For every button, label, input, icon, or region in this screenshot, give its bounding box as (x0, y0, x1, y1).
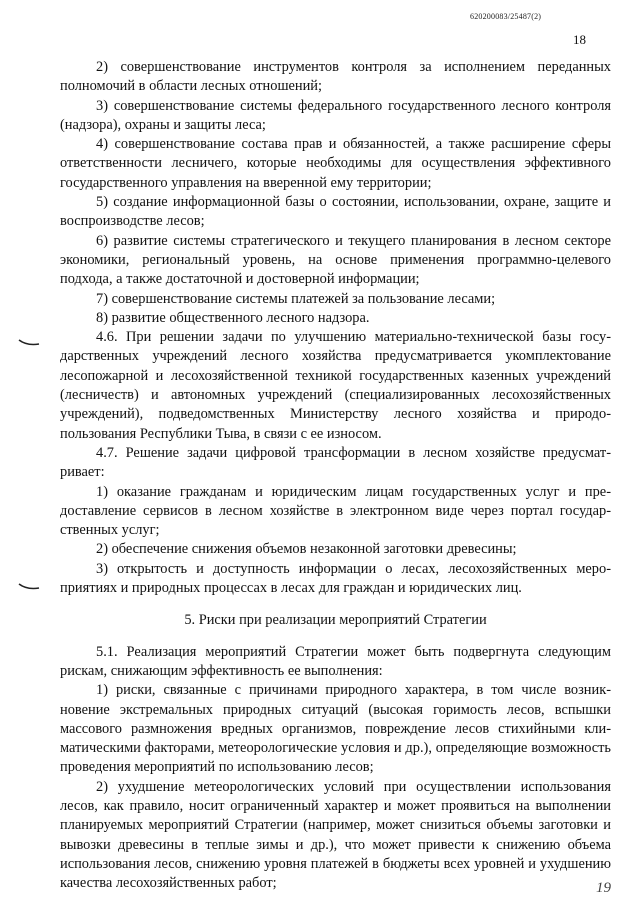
document-body (60, 58, 611, 893)
paragraph: 1) риски, связанные с причинами природного характера, в том числе возникновение экстремальных природных ситуаций (высокая горимость лесов, вспышки массового размножения вредных организмов, повреждение лесов стихийными климатическими факторами, метеорологические условия и др.), определяющие возможность проведения мероприятий по использованию лесов; (60, 682, 611, 776)
paragraph: 8) развитие общественного лесного надзора. (96, 309, 370, 326)
margin-mark-2 (18, 583, 40, 591)
page-number: 18 (573, 32, 586, 47)
paragraph: 2) ухудшение метеорологических условий при осуществлении использования лесов, как правило, носит ограниченный характер и может проявиться на выполнении планируемых мероприятий Стратегии (например, может снизиться объемы заготовки и вывозки древесины в теплые зимы и др.), что может привести к снижению объема использования лесов, снижению уровня платежей в бюджеты всех уровней и ухудшению качества лесохозяйственных работ; (60, 778, 611, 892)
paragraph: 2) обеспечение снижения объемов незаконной заготовки древесины; (96, 541, 517, 558)
section-heading: 5. Риски при реализации мероприятий Стратегии (184, 612, 487, 629)
corner-handwritten-mark: 19 (596, 880, 611, 896)
paragraph: 3) открытость и доступность информации о лесах, лесохозяйственных мероприятиях и природных процессах в лесах для граждан и юридических лиц. (60, 560, 611, 597)
margin-mark-1 (18, 339, 40, 347)
paragraph: 4.6. При решении задачи по улучшению материально-технической базы государственных учреждений лесного хозяйства предусматривается укомплектование лесопожарной и лесохозяйственной техникой государственных казенных учреждений (лесничеств) и автономных учреждений (специализированных лесохозяйственных учреждений), подведомственных Министерству лесного хозяйства и природопользования Республики Тыва, в связи с ее износом. (60, 329, 611, 442)
paragraph: 5) создание информационной базы о состоянии, использовании, охране, защите и воспроизводстве лесов; (60, 194, 611, 230)
paragraph: 1) оказание гражданам и юридическим лицам государственных услуг и предоставление сервисов в лесном хозяйстве в электронном виде через портал государственных услуг; (60, 483, 611, 539)
paragraph: 2) совершенствование инструментов контроля за исполнением переданных полномочий в области лесных отношений; (60, 59, 611, 95)
paragraph: 3) совершенствование системы федерального государственного лесного контроля (надзора), охраны и защиты леса; (60, 97, 611, 133)
document-code: 620200083/25487(2) (470, 12, 542, 21)
paragraph: 4) совершенствование состава прав и обязанностей, а также расширение сферы ответственности лесничего, которые необходимы для осуществления эффективного государственного управления на вверенной ему территории; (60, 136, 611, 191)
paragraph: 5.1. Реализация мероприятий Стратегии может быть подвергнута следующим рискам, снижающим эффективность ее выполнения: (60, 643, 611, 679)
paragraph: 7) совершенствование системы платежей за пользование лесами; (96, 290, 496, 307)
paragraph: 6) развитие системы стратегического и текущего планирования в лесном секторе экономики, региональный уровень, на основе применения программно-целевого подхода, а также достаточной и достоверной информации; (60, 232, 611, 288)
paragraph: 4.7. Решение задачи цифровой трансформации в лесном хозяйстве предусматривает: (60, 444, 611, 481)
